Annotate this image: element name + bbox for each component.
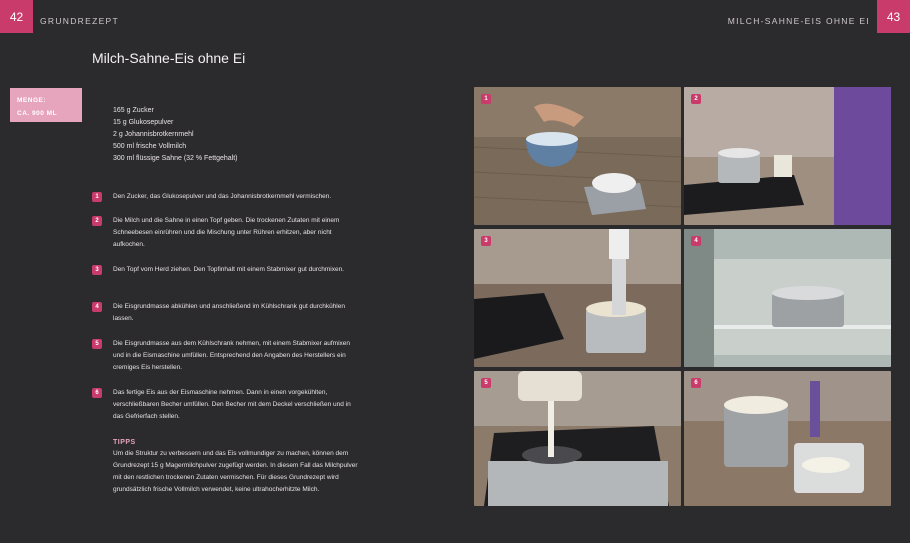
photo-badge: 5	[481, 378, 491, 388]
pot-on-stove-photo-icon	[684, 87, 891, 225]
photo-badge: 4	[691, 236, 701, 246]
ice-machine-pour-photo-icon	[474, 371, 681, 506]
recipe-title: Milch-Sahne-Eis ohne Ei	[92, 50, 246, 66]
photo-badge: 3	[481, 236, 491, 246]
right-page-number-text: 43	[886, 9, 901, 24]
ice-cream-container-photo-icon	[684, 371, 891, 506]
step-photo-2	[684, 87, 891, 225]
step-number-badge: 3	[92, 265, 102, 275]
stick-blender-photo-icon	[474, 229, 681, 367]
ingredient-item: 165 g Zucker	[113, 107, 154, 114]
ingredient-item: 15 g Glukosepulver	[113, 119, 174, 126]
ingredient-item: 300 ml flüssige Sahne (32 % Fettgehalt)	[113, 155, 238, 162]
step-photo-1	[474, 87, 681, 225]
photo-badge: 6	[691, 378, 701, 388]
step-number-badge: 2	[92, 216, 102, 226]
step-number-badge: 4	[92, 302, 102, 312]
step-photo-4	[684, 229, 891, 367]
step-text: Den Topf vom Herd ziehen. Den Topfinhalt mit einem Stabmixer gut durchmixen.	[113, 266, 344, 273]
right-section-header: MILCH-SAHNE-EIS OHNE EI	[727, 16, 870, 26]
pot-in-fridge-photo-icon	[684, 229, 891, 367]
left-page-number-text: 42	[9, 9, 24, 24]
step-text: Das fertige Eis aus der Eismaschine nehmen. Dann in einen vorgekühlten, verschließbaren Becher umfüllen. Den Becher mit dem Deckel verschließen und in das Gefrierfach stellen.	[113, 389, 351, 420]
sugar-scale-photo-icon	[474, 87, 681, 225]
step-text: Die Eisgrundmasse aus dem Kühlschrank nehmen, mit einem Stabmixer aufmixen und in die Eismaschine umfüllen. Entsprechend den Angaben des Herstellers ein cremiges Eis herstellen.	[113, 340, 350, 371]
ingredient-list	[113, 105, 238, 165]
photo-badge: 2	[691, 94, 701, 104]
ingredient-item: 500 ml frische Vollmilch	[113, 143, 187, 150]
ingredient-item: 2 g Johannisbrotkernmehl	[113, 131, 194, 138]
yield-label: MENGE:	[17, 97, 46, 104]
left-section-header: GRUNDREZEPT	[40, 16, 119, 26]
photo-badge: 1	[481, 94, 491, 104]
tips-box	[113, 437, 358, 496]
step-number-badge: 5	[92, 339, 102, 349]
right-page-number	[877, 0, 910, 33]
step-number-badge: 6	[92, 388, 102, 398]
step-photo-6	[684, 371, 891, 506]
step-photo-5	[474, 371, 681, 506]
step-number-badge: 1	[92, 192, 102, 202]
left-page-number	[0, 0, 33, 33]
tips-text: Um die Struktur zu verbessern und das Eis vollmundiger zu machen, können dem Grundrezept 15 g Magermilchpulver zugefügt werden. In diesem Fall das Milchpulver mit den restlichen trockenen Zutaten vermischen. Für dieses Grundrezept wird grundsätzlich frische Vollmilch verwendet, keine ultrahocherhitzte Milch.	[113, 450, 358, 493]
tips-heading: TIPPS	[113, 439, 136, 446]
step-text: Den Zucker, das Glukosepulver und das Johannisbrotkernmehl vermischen.	[113, 193, 332, 200]
step-text: Die Eisgrundmasse abkühlen und anschließend im Kühlschrank gut durchkühlen lassen.	[113, 303, 345, 322]
step-photo-3	[474, 229, 681, 367]
yield-box	[10, 88, 82, 122]
yield-value: CA. 900 ML	[17, 110, 58, 117]
step-text: Die Milch und die Sahne in einen Topf geben. Die trockenen Zutaten mit einem Schneebesen einrühren und die Mischung unter Rühren erhitzen, aber nicht aufkochen.	[113, 217, 340, 248]
